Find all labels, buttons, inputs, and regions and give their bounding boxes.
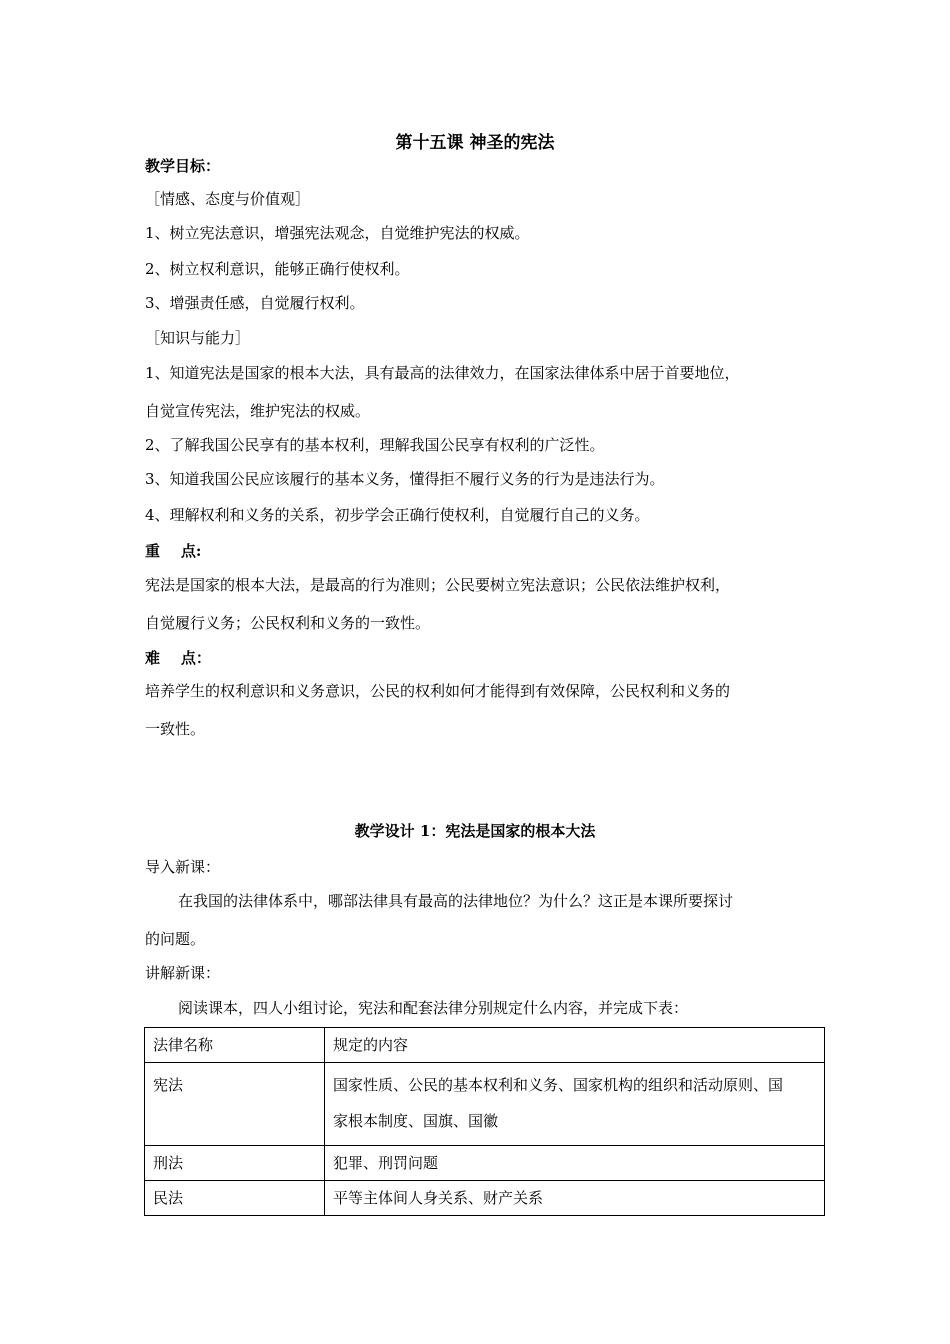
table-row [145,1063,825,1146]
explain-text: 阅读课本，四人小组讨论，宪法和配套法律分别规定什么内容，并完成下表： [178,999,689,1017]
table-row [145,1181,825,1216]
key-points-text: 宪法是国家的根本大法，是最高的行为准则；公民要树立宪法意识；公民依法维护权利， [145,576,731,594]
table-row [145,1146,825,1181]
objectives-heading: 教学目标： [145,157,221,175]
emotion-item: 2、树立权利意识，能够正确行使权利。 [145,260,410,278]
key-points-heading: 重 点: [145,542,202,560]
table-cell-content [325,1063,825,1146]
table-cell-content: 犯罪、刑罚问题 [325,1146,825,1181]
knowledge-heading: ［知识与能力］ [145,329,251,347]
emotion-item: 1、树立宪法意识，增强宪法观念，自觉维护宪法的权威。 [145,224,530,242]
table-header-cell: 规定的内容 [325,1028,825,1063]
emotion-item: 3、增强责任感，自觉履行权利。 [145,294,365,312]
intro-heading: 导入新课： [145,858,221,876]
key-points-text: 自觉履行义务；公民权利和义务的一致性。 [145,614,431,632]
explain-heading: 讲解新课： [145,964,221,982]
table-cell-name: 刑法 [145,1146,325,1181]
emotion-heading: ［情感、态度与价值观］ [145,190,311,208]
knowledge-item: 4、理解权利和义务的关系，初步学会正确行使权利，自觉履行自己的义务。 [145,506,650,524]
knowledge-item: 2、了解我国公民享有的基本权利，理解我国公民享有权利的广泛性。 [145,436,605,454]
law-table [144,1027,825,1216]
table-cell-line: 家根本制度、国旗、国徽 [333,1112,499,1130]
intro-text: 在我国的法律体系中，哪部法律具有最高的法律地位？为什么？这正是本课所要探讨 [178,892,734,910]
table-cell-content: 平等主体间人身关系、财产关系 [325,1181,825,1216]
table-header-row [145,1028,825,1063]
table-cell-name: 宪法 [145,1063,325,1146]
difficult-points-heading: 难 点： [145,649,211,667]
knowledge-item: 自觉宣传宪法，维护宪法的权威。 [145,402,371,420]
table-cell-name: 民法 [145,1181,325,1216]
difficult-points-text: 培养学生的权利意识和义务意识，公民的权利如何才能得到有效保障，公民权利和义务的 [145,682,731,700]
intro-text: 的问题。 [145,930,206,948]
knowledge-item: 3、知道我国公民应该履行的基本义务，懂得拒不履行义务的行为是违法行为。 [145,470,665,488]
design-title: 教学设计 1：宪法是国家的根本大法 [354,822,596,840]
table-header-cell: 法律名称 [145,1028,325,1063]
knowledge-item: 1、知道宪法是国家的根本大法，具有最高的法律效力，在国家法律体系中居于首要地位， [145,364,740,382]
table-cell-line: 国家性质、公民的基本权利和义务、国家机构的组织和活动原则、国 [333,1076,784,1094]
difficult-points-text: 一致性。 [145,720,206,738]
lesson-title: 第十五课 神圣的宪法 [395,133,555,153]
